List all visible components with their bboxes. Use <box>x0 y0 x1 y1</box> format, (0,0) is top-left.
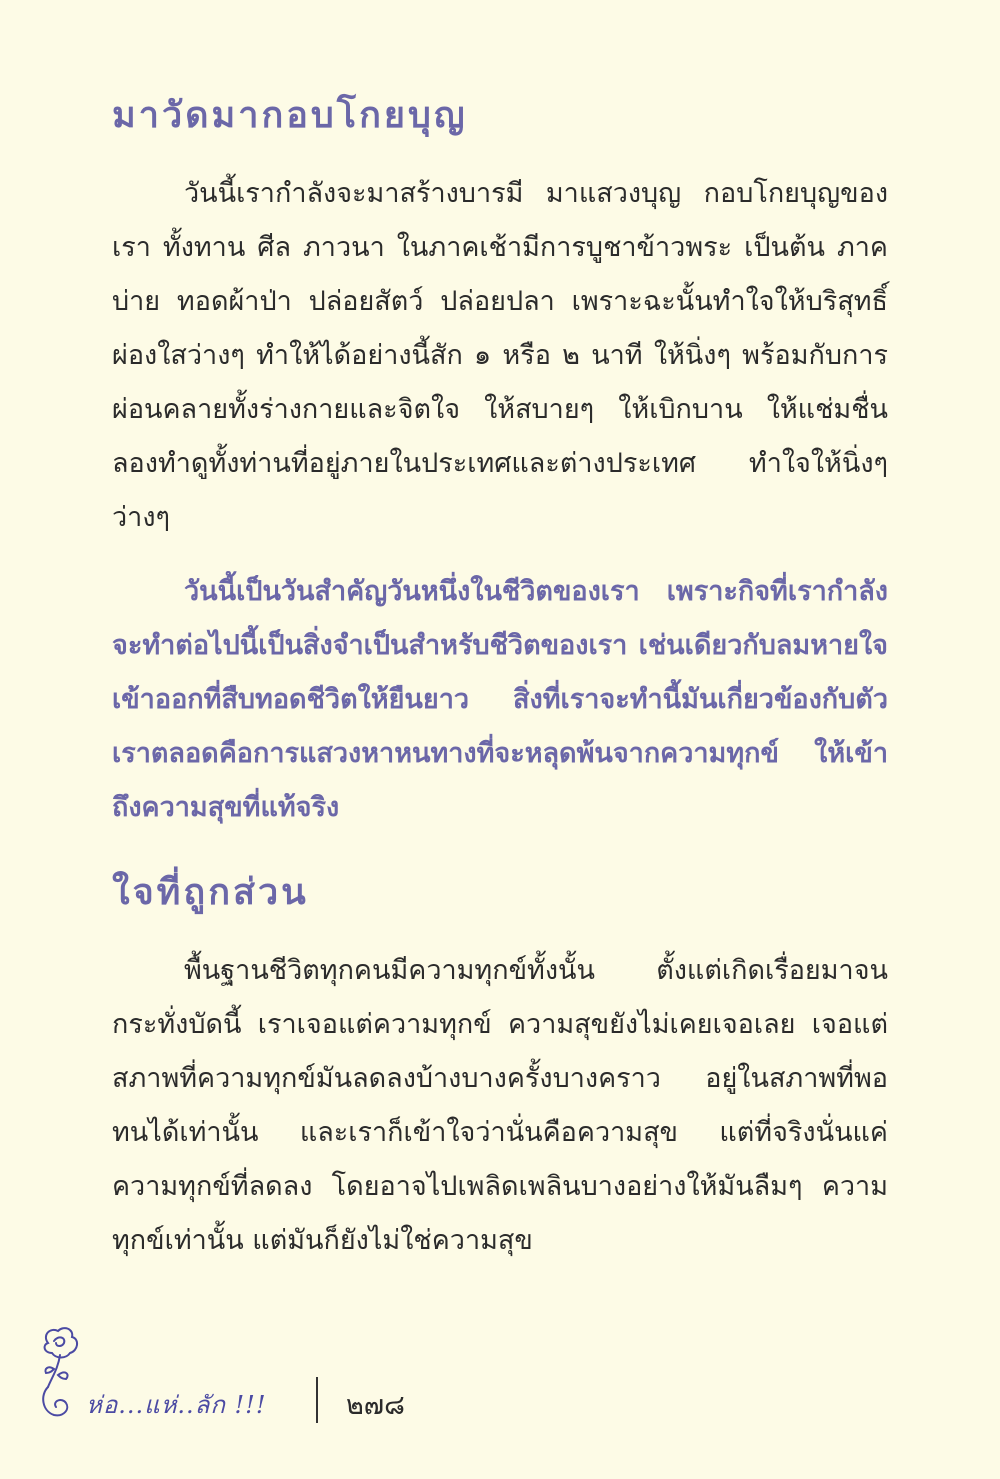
page-content <box>112 92 888 1288</box>
footer-divider <box>316 1377 318 1423</box>
signature: ห่อ...แห่..ลัก !!! <box>86 1391 267 1419</box>
section-heading-2: ใจที่ถูกส่วน <box>112 870 309 913</box>
paragraph-3: พื้นฐานชีวิตทุกคนมีความทุกข์ทั้งนั้น ตั้งแต่เกิดเรื่อยมาจนกระทั่งบัดนี้ เราเจอแต่ความทุกข์ ความสุขยังไม่เคยเจอเลย เจอแต่สภาพที่ความทุกข์มันลดลงบ้างบางครั้งบางคราว อยู่ในสภาพที่พอทนได้เท่านั้น และเราก็เข้าใจว่านั่นคือความสุข แต่ที่จริงนั่นแค่ความทุกข์ที่ลดลง โดยอาจไปเพลิดเพลินบางอย่างให้มันลืมๆ ความทุกข์เท่านั้น แต่มันก็ยังไม่ใช่ความสุข <box>112 954 888 1256</box>
section-heading-1: มาวัดมากอบโกยบุญ <box>112 94 468 136</box>
paragraph-1: วันนี้เรากำลังจะมาสร้างบารมี มาแสวงบุญ กอบโกยบุญของเรา ทั้งทาน ศีล ภาวนา ในภาคเช้ามีการบูชาข้าวพระ เป็นต้น ภาคบ่าย ทอดผ้าป่า ปล่อยสัตว์ ปล่อยปลา เพราะฉะนั้นทำใจให้บริสุทธิ์ผ่องใสว่างๆ ทำให้ได้อย่างนี้สัก ๑ หรือ ๒ นาที ให้นิ่งๆ พร้อมกับการผ่อนคลายทั้งร่างกายและจิตใจ ให้สบายๆ ให้เบิกบาน ให้แช่มชื่น ลองทำดูทั้งท่านที่อยู่ภายในประเทศและต่างประเทศ ทำใจให้นิ่งๆ ว่างๆ <box>112 177 888 533</box>
highlight-paragraph: วันนี้เป็นวันสำคัญวันหนึ่งในชีวิตของเรา เพราะกิจที่เรากำลังจะทำต่อไปนี้เป็นสิ่งจำเป็นสำหรับชีวิตของเรา เช่นเดียวกับลมหายใจเข้าออกที่สืบทอดชีวิตให้ยืนยาว สิ่งที่เราจะทำนี้มันเกี่ยวข้องกับตัวเราตลอดคือการแสวงหาหนทางที่จะหลุดพ้นจากความทุกข์ ให้เข้าถึงความสุขที่แท้จริง <box>112 575 888 823</box>
page-footer <box>38 1325 458 1435</box>
page-number: ๒๗๘ <box>346 1390 405 1421</box>
